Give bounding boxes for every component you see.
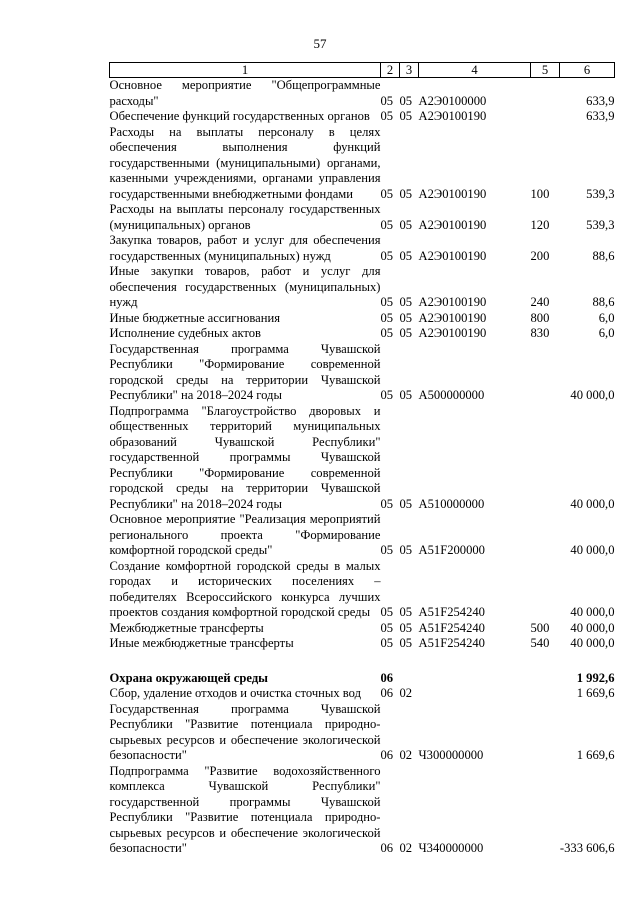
row-target-article: А2Э0100190 xyxy=(418,186,487,201)
column-header-section: 2 xyxy=(381,63,400,78)
row-amount: 1 669,6 xyxy=(576,748,615,762)
row-subsection-code: 05 xyxy=(399,326,413,340)
row-name: Расходы на выплаты персоналу государственных (муниципальных) органов xyxy=(109,202,381,232)
row-name: Государственная программа Чувашской Республики "Развитие потенциала природно-сырьевых ресурсов и обеспечение экологической безопасности" xyxy=(109,701,381,762)
row-expense-type: 120 xyxy=(530,217,550,232)
row-amount: 40 000,0 xyxy=(570,388,615,402)
row-target-article: А2Э0100190 xyxy=(418,248,487,263)
table-row xyxy=(110,202,615,233)
row-name: Расходы на выплаты персоналу в целях обеспечения выполнения функций государственными (муниципальными) органами, казенными учреждениями, органами управления государственными внебюджетными фондами xyxy=(109,124,381,201)
row-target-article: Ч340000000 xyxy=(418,841,484,855)
row-section-code: 05 xyxy=(380,326,394,340)
row-amount: 633,9 xyxy=(586,109,615,123)
row-target-article: А51F254240 xyxy=(418,605,485,619)
row-expense-type: 800 xyxy=(530,310,550,325)
row-name: Иные закупки товаров, работ и услуг для обеспечения государственных (муниципальных) нужд xyxy=(109,264,381,309)
column-header-name: 1 xyxy=(110,63,381,78)
row-section-code: 05 xyxy=(380,620,394,635)
column-header-expense-type: 5 xyxy=(531,63,560,78)
column-header-subsection: 3 xyxy=(400,63,419,78)
row-section-code: 05 xyxy=(380,310,394,325)
row-name: Основное мероприятие "Общепрограммные расходы" xyxy=(109,78,381,108)
row-name: Сбор, удаление отходов и очистка сточных вод xyxy=(109,686,362,700)
table-row xyxy=(110,636,615,652)
row-subsection-code: 05 xyxy=(399,605,413,619)
row-target-article: Ч300000000 xyxy=(418,748,484,762)
budget-table xyxy=(109,62,615,857)
row-expense-type xyxy=(531,764,560,857)
row-section-code: 05 xyxy=(380,109,394,123)
row-section-code: 06 xyxy=(380,841,394,855)
row-subsection-code: 05 xyxy=(399,620,413,635)
table-row xyxy=(110,512,615,559)
row-expense-type xyxy=(531,109,560,125)
row-expense-type: 100 xyxy=(530,186,550,201)
row-name: Иные бюджетные ассигнования xyxy=(109,310,281,325)
row-section-code: 06 xyxy=(380,748,394,762)
row-expense-type: 500 xyxy=(530,620,550,635)
table-row xyxy=(110,78,615,110)
row-expense-type xyxy=(531,342,560,404)
row-name: Обеспечение функций государственных органов xyxy=(109,109,370,123)
table-row xyxy=(110,264,615,311)
table-row xyxy=(110,621,615,637)
row-name: Иные межбюджетные трансферты xyxy=(109,636,294,650)
row-section-code: 05 xyxy=(380,93,394,108)
page-number: 57 xyxy=(313,36,327,51)
row-subsection-code xyxy=(400,652,419,687)
row-target-article: А2Э0100190 xyxy=(418,295,487,309)
row-expense-type xyxy=(531,78,560,110)
row-name: Государственная программа Чувашской Республики "Формирование современной городской среды на территории Чувашской Республики" на 2018–2024 годы xyxy=(109,341,381,402)
row-expense-type xyxy=(531,512,560,559)
table-row xyxy=(110,404,615,513)
row-subsection-code: 05 xyxy=(399,636,413,650)
row-amount: 40 000,0 xyxy=(570,620,615,635)
row-target-article: А2Э0100190 xyxy=(418,326,487,340)
row-subsection-code: 02 xyxy=(399,686,413,700)
row-name: Создание комфортной городской среды в малых городах и исторических поселениях – победителях Всероссийского конкурса лучших проектов создания комфортной городской среды xyxy=(109,558,381,619)
row-amount: -333 606,6 xyxy=(559,841,615,855)
row-section-code: 05 xyxy=(380,217,394,232)
row-expense-type: 830 xyxy=(530,326,550,340)
row-name: Подпрограмма "Развитие водохозяйственного комплекса Чувашской Республики" государственной программы Чувашской Республики "Развитие потенциала природно-сырьевых ресурсов и обеспечение экологической безопасности" xyxy=(109,763,381,855)
row-amount: 6,0 xyxy=(598,326,615,340)
row-amount: 40 000,0 xyxy=(570,605,615,619)
row-amount: 40 000,0 xyxy=(570,636,615,650)
row-subsection-code: 05 xyxy=(399,310,413,325)
row-amount: 6,0 xyxy=(598,310,615,325)
row-target-article: А2Э0100190 xyxy=(418,109,487,123)
row-target-article: А2Э0100190 xyxy=(418,310,487,325)
row-target-article: А51F254240 xyxy=(418,636,485,650)
row-amount: 40 000,0 xyxy=(570,496,615,511)
row-amount: 40 000,0 xyxy=(570,543,615,557)
column-header-amount: 6 xyxy=(560,63,615,78)
row-name: Закупка товаров, работ и услуг для обеспечения государственных (муниципальных) нужд xyxy=(109,233,381,263)
row-subsection-code: 05 xyxy=(399,93,413,108)
row-name: Межбюджетные трансферты xyxy=(109,620,264,635)
row-amount: 88,6 xyxy=(592,295,615,309)
row-subsection-code: 02 xyxy=(399,748,413,762)
row-name: Подпрограмма "Благоустройство дворовых и общественных территорий муниципальных образований Чувашской Республики" государственной программы Чувашской Республики "Формирование современной городской среды на территории Чувашской Республики" на 2018–2024 годы xyxy=(109,403,381,511)
row-target-article: А51F254240 xyxy=(418,620,485,635)
row-expense-type: 540 xyxy=(530,636,550,650)
row-expense-type: 240 xyxy=(530,295,550,309)
row-section-code: 05 xyxy=(380,543,394,557)
row-subsection-code: 05 xyxy=(399,248,413,263)
row-subsection-code: 05 xyxy=(399,295,413,309)
row-expense-type xyxy=(531,702,560,764)
column-header-target-article: 4 xyxy=(419,63,531,78)
row-section-code: 05 xyxy=(380,636,394,650)
table-row xyxy=(110,652,615,687)
row-subsection-code: 05 xyxy=(399,109,413,123)
row-section-code: 05 xyxy=(380,248,394,263)
row-name: Исполнение судебных актов xyxy=(109,326,261,340)
row-name: Основное мероприятие "Реализация мероприятий регионального проекта "Формирование комфортной городской среды" xyxy=(109,512,381,557)
row-expense-type xyxy=(531,404,560,513)
row-expense-type xyxy=(531,686,560,702)
table-row xyxy=(110,326,615,342)
row-target-article: А500000000 xyxy=(418,388,485,402)
row-amount: 1 992,6 xyxy=(576,670,615,685)
table-row xyxy=(110,342,615,404)
table-row xyxy=(110,109,615,125)
table-header-row xyxy=(110,63,615,78)
row-subsection-code: 05 xyxy=(399,543,413,557)
table-row xyxy=(110,559,615,621)
row-subsection-code: 05 xyxy=(399,186,413,201)
row-target-article: А2Э0100190 xyxy=(418,217,487,232)
row-subsection-code: 05 xyxy=(399,388,413,402)
row-amount: 539,3 xyxy=(586,217,615,232)
row-section-code: 05 xyxy=(380,388,394,402)
row-section-code: 05 xyxy=(380,186,394,201)
row-target-article: А2Э0100000 xyxy=(418,93,487,108)
table-row xyxy=(110,764,615,857)
table-row xyxy=(110,311,615,327)
row-section-code: 05 xyxy=(380,295,394,309)
row-section-code: 05 xyxy=(380,605,394,619)
row-section-code: 06 xyxy=(380,670,394,685)
table-row xyxy=(110,233,615,264)
row-section-code: 05 xyxy=(380,496,394,511)
row-target-article: А51F200000 xyxy=(418,543,485,557)
row-expense-type: 200 xyxy=(530,248,550,263)
row-expense-type xyxy=(531,652,560,687)
row-section-code: 06 xyxy=(380,686,394,700)
row-target-article: А510000000 xyxy=(418,496,485,511)
row-amount: 633,9 xyxy=(586,93,615,108)
row-target-article xyxy=(419,686,531,702)
row-subsection-code: 05 xyxy=(399,496,413,511)
row-expense-type xyxy=(531,559,560,621)
row-name: Охрана окружающей среды xyxy=(109,670,269,685)
row-amount: 1 669,6 xyxy=(576,686,615,700)
table-row xyxy=(110,686,615,702)
table-row xyxy=(110,125,615,203)
table-row xyxy=(110,702,615,764)
row-target-article xyxy=(419,652,531,687)
row-amount: 88,6 xyxy=(592,248,615,263)
row-subsection-code: 05 xyxy=(399,217,413,232)
row-subsection-code: 02 xyxy=(399,841,413,855)
row-amount: 539,3 xyxy=(586,186,615,201)
